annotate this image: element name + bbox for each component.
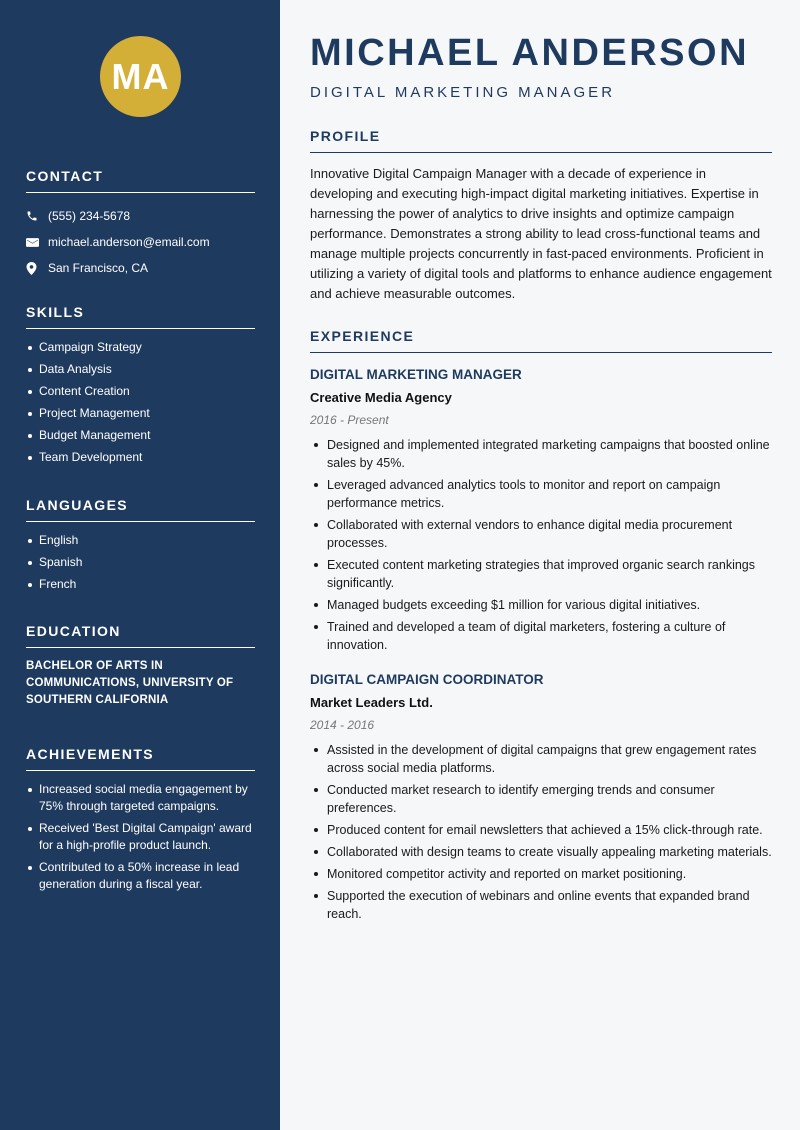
achievement-item: Received 'Best Digital Campaign' award for a high-profile product launch. xyxy=(26,820,255,854)
achievements-list xyxy=(26,781,255,893)
phone-icon xyxy=(26,210,48,222)
job-bullet: Supported the execution of webinars and online events that expanded brand reach. xyxy=(310,887,772,923)
job-bullet: Conducted market research to identify emerging trends and consumer preferences. xyxy=(310,781,772,817)
skill-item: Content Creation xyxy=(26,383,255,400)
candidate-role: DIGITAL MARKETING MANAGER xyxy=(310,84,616,101)
sidebar xyxy=(0,0,280,1130)
achievement-item: Contributed to a 50% increase in lead generation during a fiscal year. xyxy=(26,859,255,893)
language-item: Spanish xyxy=(26,554,255,571)
education-degree: BACHELOR OF ARTS IN COMMUNICATIONS, UNIVERSITY OF SOUTHERN CALIFORNIA xyxy=(26,660,234,706)
job-dates: 2016 - Present xyxy=(310,413,389,427)
phone-text: (555) 234-5678 xyxy=(48,209,131,223)
job-bullet: Collaborated with external vendors to enhance digital media procurement processes. xyxy=(310,516,772,552)
contact-section xyxy=(26,168,255,281)
languages-list xyxy=(26,532,255,593)
contact-location xyxy=(26,255,255,281)
job-bullet: Produced content for email newsletters that achieved a 15% click-through rate. xyxy=(310,821,772,839)
experience-heading: EXPERIENCE xyxy=(310,328,772,353)
candidate-name: MICHAEL ANDERSON xyxy=(310,32,750,74)
job-bullet: Collaborated with design teams to create visually appealing marketing materials. xyxy=(310,843,772,861)
skill-item: Budget Management xyxy=(26,427,255,444)
skills-heading: SKILLS xyxy=(26,304,255,329)
achievement-item: Increased social media engagement by 75% through targeted campaigns. xyxy=(26,781,255,815)
location-pin-icon xyxy=(26,262,48,275)
skills-section xyxy=(26,304,255,471)
job-bullets xyxy=(310,741,772,923)
contact-email xyxy=(26,229,255,255)
job-bullets xyxy=(310,436,772,654)
job-entry xyxy=(310,366,772,658)
job-bullet: Assisted in the development of digital campaigns that grew engagement rates across social media platforms. xyxy=(310,741,772,777)
job-title: DIGITAL CAMPAIGN COORDINATOR xyxy=(310,672,544,687)
job-bullet: Managed budgets exceeding $1 million for various digital initiatives. xyxy=(310,596,772,614)
achievements-section xyxy=(26,746,255,898)
job-bullet: Executed content marketing strategies that improved organic search rankings significantly. xyxy=(310,556,772,592)
skill-item: Project Management xyxy=(26,405,255,422)
language-item: English xyxy=(26,532,255,549)
skill-item: Campaign Strategy xyxy=(26,339,255,356)
job-dates: 2014 - 2016 xyxy=(310,718,375,732)
profile-text: Innovative Digital Campaign Manager with a decade of experience in developing and executing high-impact digital marketing initiatives. Expertise in harnessing the power of analytics to drive insights and optimize campaign performance. Demonstrates a strong ability to lead cross-functional teams and manage multiple projects concurrently in fast-paced environments. Proficient in utilizing a variety of digital tools and platforms to enhance audience engagement and achieve measurable outcomes. xyxy=(310,166,772,301)
avatar: MA xyxy=(100,36,181,117)
contact-phone xyxy=(26,203,255,229)
job-bullet: Leveraged advanced analytics tools to monitor and report on campaign performance metrics. xyxy=(310,476,772,512)
languages-heading: LANGUAGES xyxy=(26,497,255,522)
profile-heading: PROFILE xyxy=(310,128,772,153)
job-bullet: Monitored competitor activity and reported on market positioning. xyxy=(310,865,772,883)
job-company: Market Leaders Ltd. xyxy=(310,695,433,710)
job-bullet: Designed and implemented integrated marketing campaigns that boosted online sales by 45%. xyxy=(310,436,772,472)
job-title: DIGITAL MARKETING MANAGER xyxy=(310,367,522,382)
location-text: San Francisco, CA xyxy=(48,261,149,275)
languages-section xyxy=(26,497,255,598)
email-icon xyxy=(26,237,48,248)
language-item: French xyxy=(26,576,255,593)
skill-item: Data Analysis xyxy=(26,361,255,378)
skill-item: Team Development xyxy=(26,449,255,466)
skills-list xyxy=(26,339,255,466)
education-section xyxy=(26,623,255,709)
job-company: Creative Media Agency xyxy=(310,390,452,405)
email-text: michael.anderson@email.com xyxy=(48,235,210,249)
job-entry xyxy=(310,671,772,927)
job-bullet: Trained and developed a team of digital marketers, fostering a culture of innovation. xyxy=(310,618,772,654)
achievements-heading: ACHIEVEMENTS xyxy=(26,746,255,771)
contact-heading: CONTACT xyxy=(26,168,255,193)
education-heading: EDUCATION xyxy=(26,623,255,648)
